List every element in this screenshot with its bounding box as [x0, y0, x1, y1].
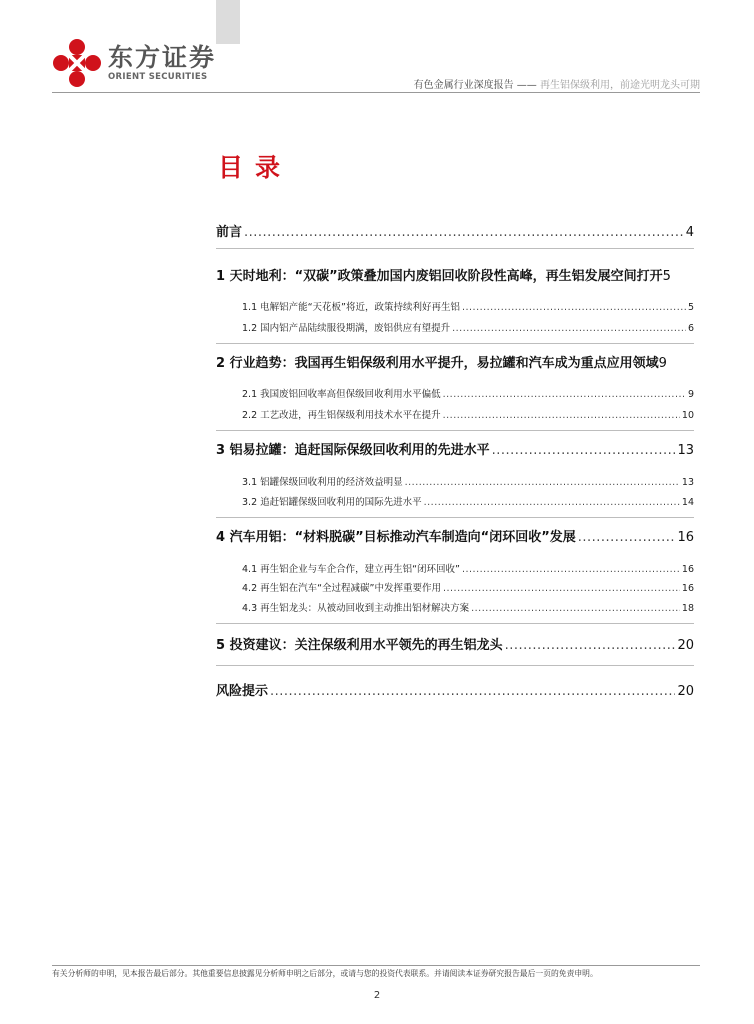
toc-leader-dots [244, 225, 684, 240]
toc-divider [216, 248, 694, 249]
toc-entry-page: 16 [677, 530, 694, 545]
toc-entry-page: 5 [687, 302, 694, 313]
toc-entry-label: 2.1 我国废铝回收率高但保级回收利用水平偏低 [242, 389, 441, 400]
toc-entry-page: 5 [662, 269, 671, 284]
toc-entry-4-2[interactable] [216, 580, 694, 594]
toc-entry-2-1[interactable] [216, 386, 694, 400]
toc-entry-label: 风险提示 [216, 684, 269, 699]
toc-entry-page: 20 [677, 638, 694, 653]
toc-entry-3-1[interactable] [216, 474, 694, 488]
toc-entry-label: 前言 [216, 225, 243, 240]
header-decor-bar [216, 0, 240, 44]
toc-entry-page: 13 [677, 443, 694, 458]
toc-entry-preface[interactable] [216, 222, 694, 240]
toc-leader-dots [405, 477, 680, 488]
toc-entry-4-3[interactable] [216, 600, 694, 614]
toc-title: 目录 [218, 153, 293, 182]
toc-divider [216, 430, 694, 431]
header-divider [52, 92, 700, 93]
toc-entry-label: 4.2 再生铝在汽车“全过程减碳”中发挥重要作用 [242, 583, 441, 594]
toc-leader-dots [443, 410, 680, 421]
report-type: 有色金属行业深度报告 —— [413, 80, 537, 91]
toc-divider [216, 343, 694, 344]
toc-leader-dots [462, 564, 680, 575]
toc-entry-section-4[interactable] [216, 527, 694, 545]
toc-entry-page: 10 [681, 410, 694, 421]
toc-entry-label: 3 铝易拉罐：追赶国际保级回收利用的先进水平 [216, 443, 490, 458]
toc-entry-page: 9 [687, 389, 694, 400]
toc-entry-3-2[interactable] [216, 494, 694, 508]
toc-divider [216, 665, 694, 666]
footer-disclaimer: 有关分析师的申明，见本报告最后部分。其他重要信息披露见分析师申明之后部分，或请与您的投资代表联系。并请阅读本证券研究报告最后一页的免责申明。 [52, 969, 598, 978]
toc-entry-label: 2.2 工艺改进，再生铝保级利用技术水平在提升 [242, 410, 441, 421]
toc-entry-page: 16 [681, 564, 694, 575]
toc-leader-dots [462, 302, 686, 313]
toc-entry-label: 4.3 再生铝龙头：从被动回收到主动推出铝材解决方案 [242, 603, 470, 614]
footer-divider [52, 965, 700, 966]
toc-leader-dots [424, 497, 680, 508]
toc-entry-label: 3.2 追赶铝罐保级回收利用的国际先进水平 [242, 497, 422, 508]
toc-entry-page: 13 [681, 477, 694, 488]
company-logo [52, 38, 216, 88]
toc-leader-dots [505, 638, 676, 653]
toc-leader-dots [443, 583, 680, 594]
toc-entry-4-1[interactable] [216, 561, 694, 575]
orient-securities-logo-icon [52, 38, 102, 88]
toc-entry-label: 4 汽车用铝：“材料脱碳”目标推动汽车制造向“闭环回收”发展 [216, 530, 576, 545]
toc-entry-label: 3.1 铝罐保级回收利用的经济效益明显 [242, 477, 403, 488]
toc-entry-page: 9 [658, 356, 667, 371]
toc-entry-page: 4 [685, 225, 694, 240]
toc-entry-label: 1 天时地利：“双碳”政策叠加国内废铝回收阶段性高峰，再生铝发展空间打开 [216, 269, 663, 284]
toc-entry-2-2[interactable] [216, 407, 694, 421]
toc-leader-dots [492, 443, 676, 458]
toc-entry-page: 20 [677, 684, 694, 699]
toc-entry-1-2[interactable] [216, 320, 694, 334]
toc-divider [216, 517, 694, 518]
toc-leader-dots [578, 530, 676, 545]
toc-entry-section-2[interactable] [216, 353, 694, 371]
logo-chinese-name: 东方证券 [108, 43, 217, 72]
toc-divider [216, 623, 694, 624]
toc-entry-page: 14 [681, 497, 694, 508]
toc-entry-page: 18 [681, 603, 694, 614]
toc-entry-section-3[interactable] [216, 440, 694, 458]
toc-leader-dots [452, 323, 686, 334]
toc-entry-label: 5 投资建议：关注保级利用水平领先的再生铝龙头 [216, 638, 503, 653]
toc-entry-section-1[interactable] [216, 266, 694, 284]
toc-entry-1-1[interactable] [216, 299, 694, 313]
logo-english-name: ORIENT SECURITIES [108, 72, 208, 82]
report-header-title [414, 76, 700, 91]
toc-entry-label: 2 行业趋势：我国再生铝保级利用水平提升，易拉罐和汽车成为重点应用领域 [216, 356, 659, 371]
report-subtitle: 再生铝保级利用，前途光明龙头可期 [540, 80, 700, 91]
toc-entry-page: 6 [687, 323, 694, 334]
toc-entry-label: 1.2 国内铝产品陆续服役期满，废铝供应有望提升 [242, 323, 451, 334]
toc-entry-page: 16 [681, 583, 694, 594]
toc-leader-dots [443, 389, 686, 400]
toc-leader-dots [270, 684, 675, 699]
page-number: 2 [373, 990, 381, 1001]
toc-entry-label: 1.1 电解铝产能“天花板”将近，政策持续利好再生铝 [242, 302, 460, 313]
toc-entry-label: 4.1 再生铝企业与车企合作，建立再生铝“闭环回收” [242, 564, 460, 575]
toc-leader-dots [471, 603, 680, 614]
toc-entry-section-5[interactable] [216, 635, 694, 653]
toc-entry-risk[interactable] [216, 681, 694, 699]
